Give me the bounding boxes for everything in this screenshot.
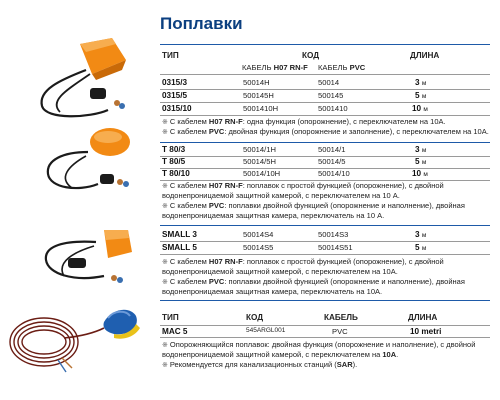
cable-prefix-label: КАБЕЛЬ [318,63,348,72]
note-line: ※ С кабелем PVC: двойная функция (опорожнение и заполнение), с переключателем на 10A. [162,127,489,136]
note-icon: ※ [162,279,168,286]
cable-prefix-label: КАБЕЛЬ [242,63,272,72]
col-header-code: КОД [246,313,264,322]
code-value: 545ARGL001 [246,327,286,334]
code-h07: 50014/10H [243,169,281,178]
note-line: водонепроницаемой защитной камерой, с переключателем на 10 A. [162,191,400,200]
row-divider [160,254,490,255]
note-icon: ※ [162,119,168,126]
length-value: 3 м [415,78,427,87]
col-header-length: ДЛИНА [408,313,438,322]
model-name: T 80/3 [162,145,186,154]
code-pvc: 50014S3 [318,230,349,239]
note-line: ※ С кабелем H07 RN-F: поплавок с простой функцией (опорожнение), с двойной [162,181,444,190]
section-rule [160,142,490,143]
length-value: 10 м [412,169,428,178]
col-header-type: ТИП [162,51,179,60]
length-value: 5 м [415,157,427,166]
note-icon: ※ [162,259,168,266]
col-header-code: КОД [302,51,320,60]
code-pvc: 50014 [318,78,340,87]
note-icon: ※ [162,129,168,136]
note-icon: ※ [162,342,168,349]
row-divider [160,241,490,242]
code-pvc: 50014/1 [318,145,346,154]
orange-float-photo-3 [34,212,144,292]
model-name: T 80/10 [162,169,190,178]
cable-pvc-label: PVC [349,63,366,72]
cable-value: PVC [332,327,348,336]
cable-h07-label: H07 RN-F [273,63,308,72]
note-line: водонепроницаемая защитная камера, переключатель на 10 A. [162,211,385,220]
code-h07: 50014H [243,78,270,87]
length-value: 5 м [415,91,427,100]
note-icon: ※ [162,362,168,369]
code-h07: 500145H [243,91,274,100]
length-value: 10 м [412,104,428,113]
length-value: 10 metri [410,327,442,336]
note-icon: ※ [162,203,168,210]
code-pvc: 50014S51 [318,243,353,252]
note-line: водонепроницаемая защитная камера, переключатель на 10A. [162,287,383,296]
code-pvc: 50014/5 [318,157,346,166]
note-line: ※ Рекомендуется для канализационных станций (SAR). [162,360,358,369]
code-pvc: 50014/10 [318,169,350,178]
note-line: водонепроницаемой защитной камерой, с переключателем на 10A. [162,267,398,276]
row-divider [160,115,490,116]
model-name: SMALL 5 [162,243,197,252]
note-line: ※ Опорожняющийся поплавок: двойная функция (опорожнение и наполнение), с двойной [162,340,476,349]
code-h07: 50014/1H [243,145,276,154]
code-h07: 5001410H [243,104,279,113]
length-value: 3 м [415,230,427,239]
row-divider [160,102,490,103]
col-header-type: ТИП [162,313,179,322]
section-rule [160,300,490,301]
model-name: 0315/3 [162,78,188,87]
orange-float-photo-1 [30,30,135,120]
note-line: ※ С кабелем H07 RN-F: одна функция (опорожнение), с переключателем на 10A. [162,117,446,126]
note-line: ※ С кабелем PVC: поплавки двойной функцией (опорожнение и наполнение), двойная [162,277,465,286]
section-rule [160,225,490,226]
col-header-cable: КАБЕЛЬ [324,313,358,322]
code-h07: 50014S5 [243,243,274,252]
note-line: водонепроницаемой защитной камерой, с переключателем на 10A. [162,350,399,359]
code-h07: 50014S4 [243,230,274,239]
col-header-length: ДЛИНА [410,51,440,60]
row-divider [160,337,490,338]
col-header-cable-h07 [242,64,308,72]
row-divider [160,89,490,90]
length-value: 5 м [415,243,427,252]
length-value: 3 м [415,145,427,154]
model-name: T 80/5 [162,157,186,166]
orange-float-photo-2 [38,122,138,202]
code-pvc: 500145 [318,91,344,100]
model-name: MAC 5 [162,327,188,336]
title-rule [160,44,490,45]
note-icon: ※ [162,183,168,190]
col-header-cable-pvc [318,64,365,72]
header-rule [160,325,490,326]
code-pvc: 5001410 [318,104,348,113]
blue-float-photo [4,298,144,378]
model-name: 0315/5 [162,91,188,100]
model-name: SMALL 3 [162,230,197,239]
note-line: ※ С кабелем PVC: поплавки двойной функцией (опорожнение и наполнение), двойная [162,201,465,210]
code-h07: 50014/5H [243,157,276,166]
page-title: Поплавки [160,14,243,33]
header-rule [160,74,490,75]
model-name: 0315/10 [162,104,192,113]
note-line: ※ С кабелем H07 RN-F: поплавок с простой функцией (опорожнение), с двойной [162,257,444,266]
